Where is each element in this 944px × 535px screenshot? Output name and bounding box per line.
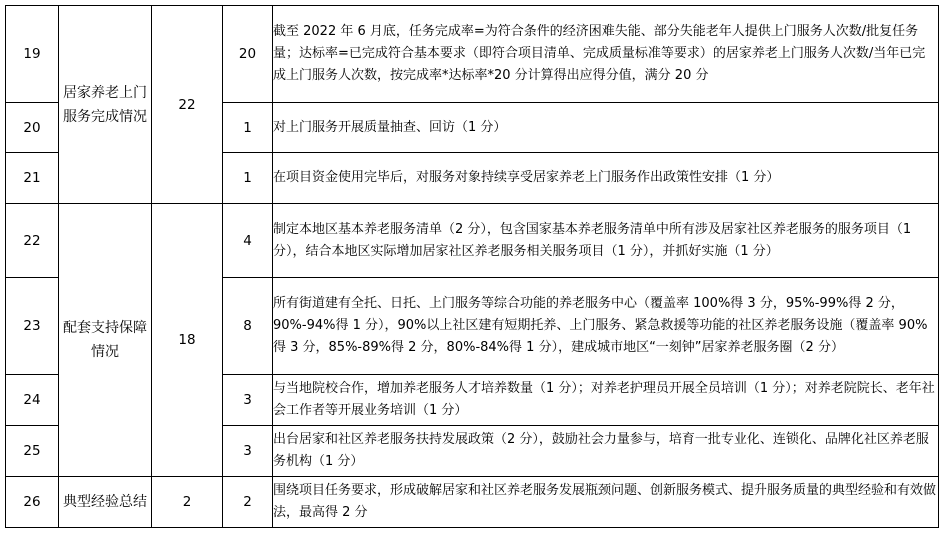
item-score: 1 xyxy=(223,103,273,153)
item-description: 围绕项目任务要求，形成破解居家和社区养老服务发展瓶颈问题、创新服务模式、提升服务质量的典型经验和有效做法，最高得 2 分 xyxy=(273,477,939,528)
item-number: 24 xyxy=(6,375,59,426)
category-cell: 居家养老上门服务完成情况 xyxy=(59,6,152,204)
item-number: 20 xyxy=(6,103,59,153)
evaluation-table xyxy=(5,5,939,528)
item-score: 20 xyxy=(223,6,273,103)
category-cell: 典型经验总结 xyxy=(59,477,152,528)
category-score: 18 xyxy=(152,204,223,477)
item-number: 19 xyxy=(6,6,59,103)
item-number: 25 xyxy=(6,426,59,477)
item-score: 3 xyxy=(223,426,273,477)
category-score: 22 xyxy=(152,6,223,204)
item-number: 22 xyxy=(6,204,59,278)
item-description: 出台居家和社区养老服务扶持发展政策（2 分），鼓励社会力量参与，培育一批专业化、连锁化、品牌化社区养老服务机构（1 分） xyxy=(273,426,939,477)
item-score: 3 xyxy=(223,375,273,426)
item-score: 2 xyxy=(223,477,273,528)
item-description: 对上门服务开展质量抽查、回访（1 分） xyxy=(273,103,939,153)
item-description: 截至 2022 年 6 月底，任务完成率=为符合条件的经济困难失能、部分失能老年人提供上门服务人次数/批复任务量；达标率=已完成符合基本要求（即符合项目清单、完成质量标准等要求）的居家养老上门服务人次数/当年已完成上门服务人次数，按完成率*达标率*20 分计算得出应得分值，满分 20 分 xyxy=(273,6,939,103)
item-score: 1 xyxy=(223,153,273,204)
item-number: 26 xyxy=(6,477,59,528)
table-row xyxy=(6,477,939,528)
item-score: 4 xyxy=(223,204,273,278)
item-description: 与当地院校合作，增加养老服务人才培养数量（1 分）；对养老护理员开展全员培训（1 分）；对养老院院长、老年社会工作者等开展业务培训（1 分） xyxy=(273,375,939,426)
item-number: 21 xyxy=(6,153,59,204)
item-description: 在项目资金使用完毕后，对服务对象持续享受居家养老上门服务作出政策性安排（1 分） xyxy=(273,153,939,204)
item-description: 制定本地区基本养老服务清单（2 分），包含国家基本养老服务清单中所有涉及居家社区养老服务的服务项目（1 分），结合本地区实际增加居家社区养老服务相关服务项目（1 分），并抓好实施（1 分） xyxy=(273,204,939,278)
category-score: 2 xyxy=(152,477,223,528)
table-row xyxy=(6,204,939,278)
table-row xyxy=(6,6,939,103)
item-number: 23 xyxy=(6,278,59,375)
item-score: 8 xyxy=(223,278,273,375)
category-cell: 配套支持保障情况 xyxy=(59,204,152,477)
item-description: 所有街道建有全托、日托、上门服务等综合功能的养老服务中心（覆盖率 100%得 3 分，95%-99%得 2 分，90%-94%得 1 分），90%以上社区建有短期托养、上门服务、紧急救援等功能的社区养老服务设施（覆盖率 90%得 3 分，85%-89%得 2 分，80%-84%得 1 分），建成城市地区“一刻钟”居家养老服务圈（2 分） xyxy=(273,278,939,375)
